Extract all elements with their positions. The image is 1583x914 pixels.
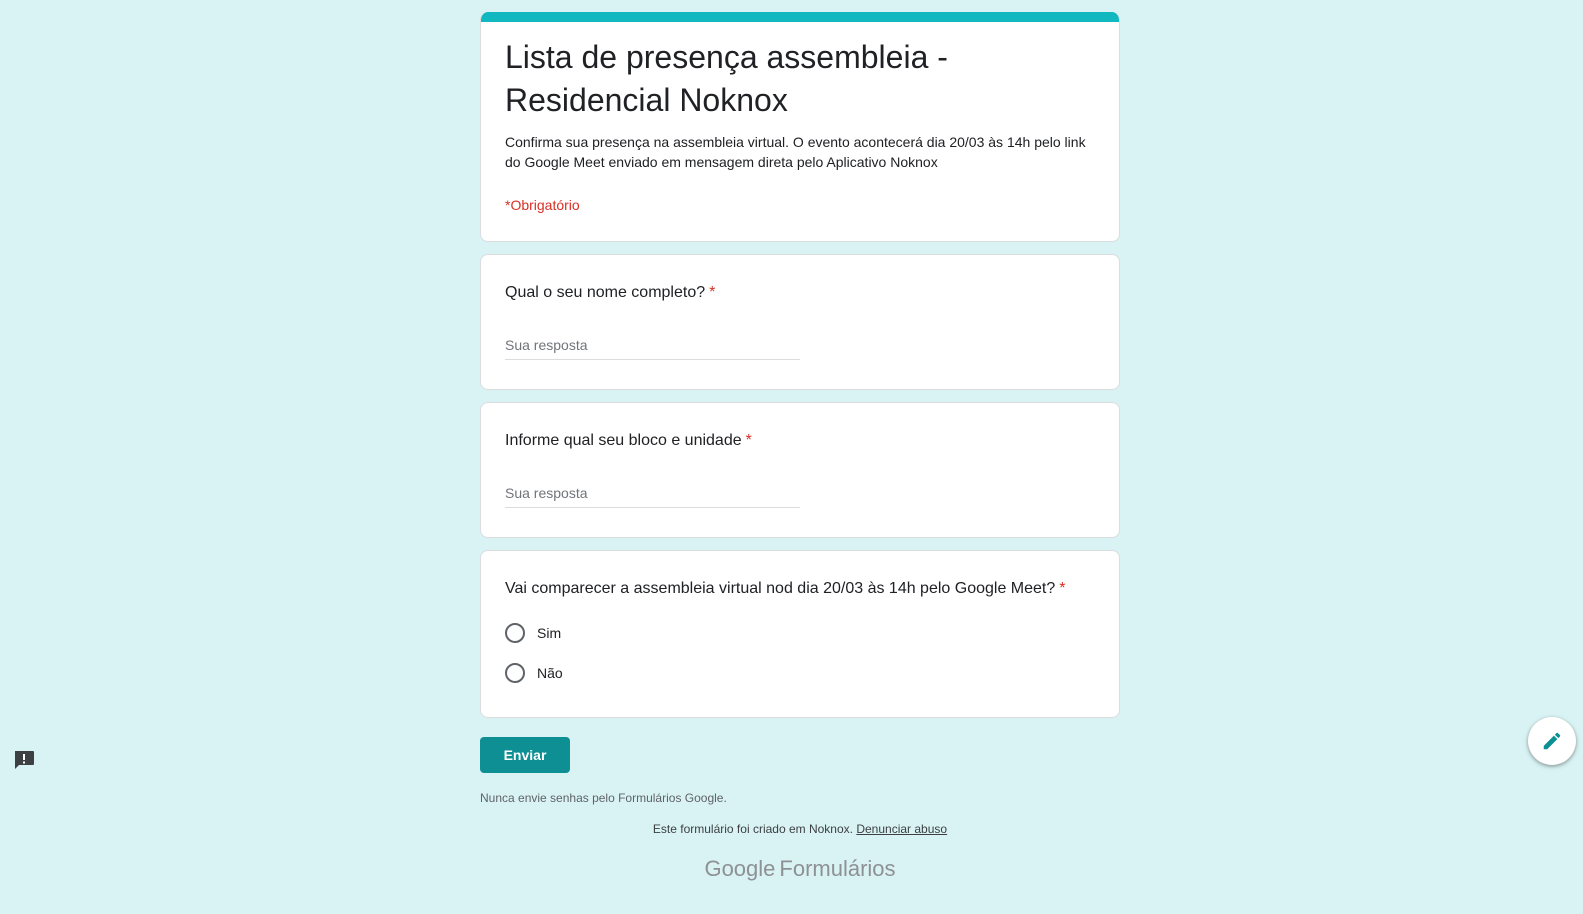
radio-button[interactable] xyxy=(505,663,525,683)
google-forms-logo[interactable] xyxy=(480,856,1120,882)
question-card-attendance xyxy=(480,550,1120,718)
required-asterisk: * xyxy=(745,432,752,449)
report-feedback-icon[interactable] xyxy=(13,750,35,770)
form-header-card xyxy=(480,12,1120,242)
question-title xyxy=(505,577,1066,601)
report-abuse-link[interactable]: Denunciar abuso xyxy=(856,822,948,836)
edit-button[interactable] xyxy=(1528,717,1576,765)
radio-option-nao[interactable] xyxy=(505,663,563,683)
password-warning: Nunca envie senhas pelo Formulários Google. xyxy=(480,791,727,805)
form-description: Confirma sua presença na assembleia virtual. O evento acontecerá dia 20/03 às 14h pelo link do Google Meet enviado em mensagem direta pelo Aplicativo Noknox xyxy=(505,134,1086,170)
radio-option-sim[interactable] xyxy=(505,623,561,643)
question-card-full-name xyxy=(480,254,1120,390)
created-text: Este formulário foi criado em Noknox. xyxy=(652,822,853,836)
submit-button[interactable]: Enviar xyxy=(480,737,570,773)
question-title xyxy=(505,281,715,305)
question-text: Informe qual seu bloco e unidade xyxy=(505,432,742,449)
required-asterisk: * xyxy=(1059,580,1066,597)
brand-product: Formulários xyxy=(779,856,896,881)
radio-label: Não xyxy=(537,665,563,681)
form-container xyxy=(480,12,1120,718)
pencil-icon xyxy=(1541,730,1563,752)
radio-button[interactable] xyxy=(505,623,525,643)
required-note: *Obrigatório xyxy=(505,197,580,213)
full-name-input[interactable] xyxy=(505,331,800,360)
block-unit-input[interactable] xyxy=(505,479,800,508)
form-title: Lista de presença assembleia - Residencial Noknox xyxy=(505,39,948,118)
brand-google: Google xyxy=(704,856,776,881)
question-text: Qual o seu nome completo? xyxy=(505,284,706,301)
header-accent-bar xyxy=(481,12,1119,22)
question-title xyxy=(505,429,752,453)
question-text: Vai comparecer a assembleia virtual nod dia 20/03 às 14h pelo Google Meet? xyxy=(505,580,1056,597)
footer-created-note xyxy=(480,822,1120,836)
question-card-block-unit xyxy=(480,402,1120,538)
required-asterisk: * xyxy=(709,284,716,301)
radio-label: Sim xyxy=(537,625,562,641)
